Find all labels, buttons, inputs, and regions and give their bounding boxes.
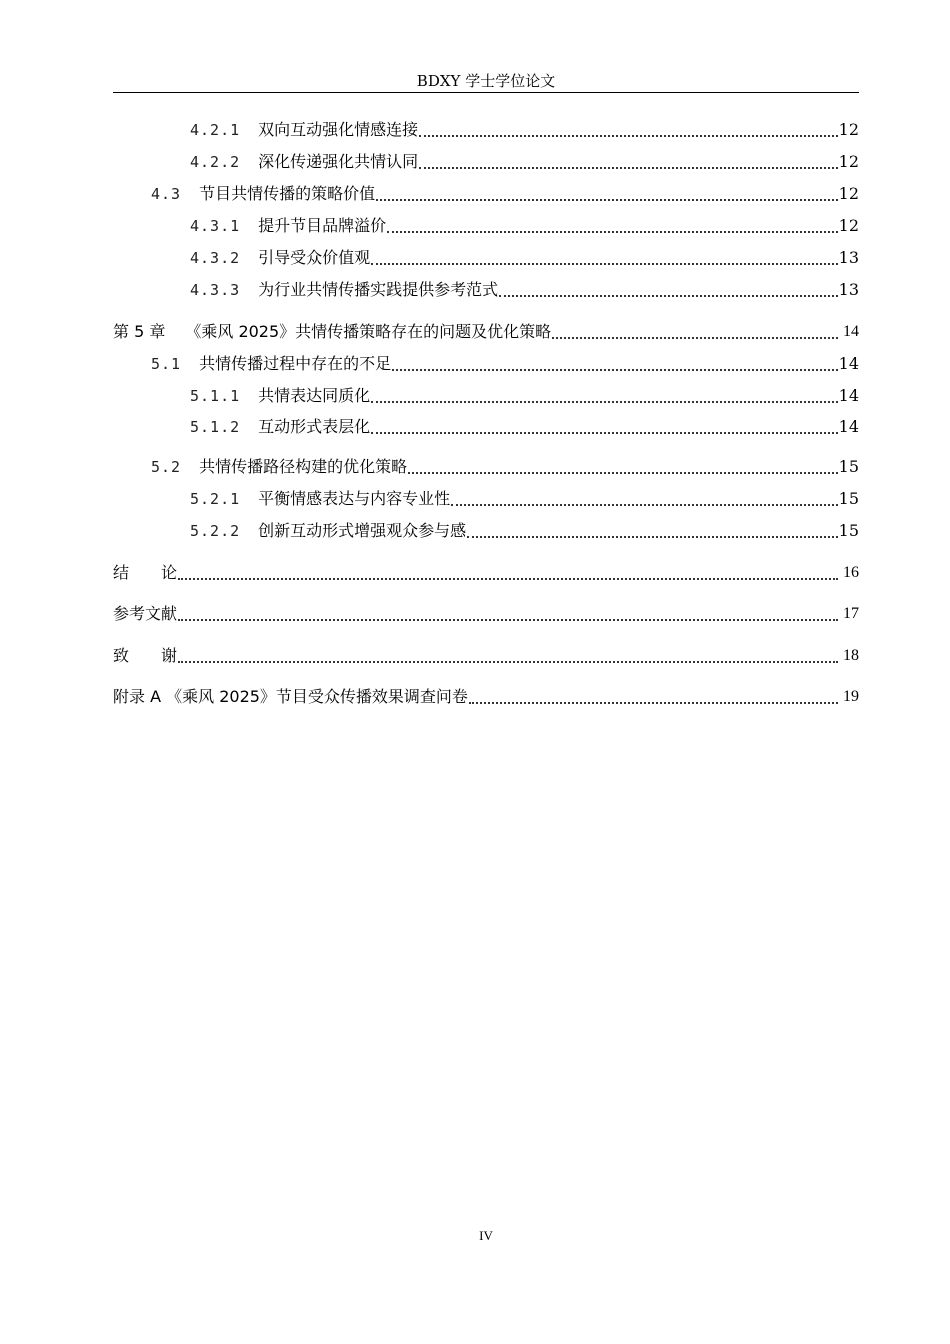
toc-leader-dots bbox=[419, 167, 837, 169]
toc-entry-number: 4.3 bbox=[151, 185, 182, 203]
toc-entry-number: 5.2.2 bbox=[190, 522, 241, 540]
toc-entry-title: 引导受众价值观 bbox=[258, 248, 371, 267]
toc-entry-number: 4.3.2 bbox=[190, 249, 241, 267]
toc-entry-page: 12 bbox=[838, 152, 859, 171]
toc-entry[interactable] bbox=[190, 520, 859, 542]
toc-entry-chapter[interactable] bbox=[113, 321, 859, 343]
toc-entry[interactable] bbox=[151, 456, 859, 478]
toc-entry-title: 共情表达同质化 bbox=[258, 386, 371, 405]
toc-leader-dots bbox=[178, 578, 838, 580]
toc-entry-page: 19 bbox=[843, 688, 859, 705]
toc-entry[interactable] bbox=[190, 247, 859, 269]
toc-entry-page: 18 bbox=[843, 647, 859, 664]
toc-entry[interactable] bbox=[190, 416, 859, 438]
toc-leader-dots bbox=[408, 472, 838, 474]
page-number: IV bbox=[479, 1228, 493, 1243]
toc-entry[interactable] bbox=[190, 119, 859, 141]
toc-leader-dots bbox=[451, 504, 837, 506]
toc-entry-page: 12 bbox=[838, 216, 859, 235]
toc-entry-title: 参考文献 bbox=[113, 604, 178, 623]
toc-entry-number: 4.2.1 bbox=[190, 121, 241, 139]
toc-leader-dots bbox=[178, 661, 838, 663]
toc-leader-dots bbox=[371, 401, 837, 403]
toc-entry[interactable] bbox=[190, 488, 859, 510]
toc-entry-title: 为行业共情传播实践提供参考范式 bbox=[258, 280, 499, 299]
toc-entry[interactable] bbox=[151, 183, 859, 205]
toc-entry-number: 5.2.1 bbox=[190, 490, 241, 508]
toc-entry[interactable] bbox=[190, 151, 859, 173]
toc-entry-page: 14 bbox=[843, 323, 859, 340]
running-header: BDXY 学士学位论文 bbox=[416, 72, 556, 90]
toc-entry[interactable] bbox=[190, 385, 859, 407]
toc-entry-page: 13 bbox=[838, 248, 859, 267]
toc-entry-title: 平衡情感表达与内容专业性 bbox=[258, 489, 451, 508]
toc-leader-dots bbox=[419, 135, 837, 137]
toc-entry-title: 创新互动形式增强观众参与感 bbox=[258, 521, 467, 540]
toc-entry[interactable] bbox=[151, 353, 859, 375]
toc-entry-references[interactable] bbox=[113, 603, 859, 625]
toc-entry-number: 5.2 bbox=[151, 458, 182, 476]
toc-entry-title: 双向互动强化情感连接 bbox=[258, 120, 419, 139]
toc-entry[interactable] bbox=[190, 279, 859, 301]
toc-leader-dots bbox=[499, 295, 837, 297]
toc-entry-page: 15 bbox=[838, 489, 859, 508]
toc-leader-dots bbox=[467, 536, 837, 538]
toc-entry-title: 共情传播路径构建的优化策略 bbox=[199, 457, 408, 476]
toc-entry-title: 共情传播过程中存在的不足 bbox=[199, 354, 392, 373]
toc-leader-dots bbox=[392, 369, 838, 371]
toc-entry-title: 致 谢 bbox=[113, 646, 178, 665]
toc-entry[interactable] bbox=[190, 215, 859, 237]
toc-entry-number: 5.1.2 bbox=[190, 418, 241, 436]
toc-entry-number: 4.3.1 bbox=[190, 217, 241, 235]
toc-entry-page: 14 bbox=[838, 417, 859, 436]
toc-entry-page: 12 bbox=[838, 184, 859, 203]
toc-entry-page: 13 bbox=[838, 280, 859, 299]
toc-entry-title: 结 论 bbox=[113, 563, 178, 582]
toc-leader-dots bbox=[371, 263, 837, 265]
table-of-contents bbox=[113, 0, 859, 1200]
toc-entry-conclusion[interactable] bbox=[113, 562, 859, 584]
toc-leader-dots bbox=[552, 337, 838, 339]
toc-entry-title: 《乘风 2025》共情传播策略存在的问题及优化策略 bbox=[185, 322, 552, 341]
toc-entry-page: 15 bbox=[838, 457, 859, 476]
toc-entry-page: 14 bbox=[838, 386, 859, 405]
toc-leader-dots bbox=[371, 432, 837, 434]
toc-entry-number: 4.3.3 bbox=[190, 281, 241, 299]
toc-entry-title: 附录 A 《乘风 2025》节目受众传播效果调查问卷 bbox=[113, 687, 468, 706]
toc-leader-dots bbox=[469, 702, 838, 704]
toc-entry-title: 深化传递强化共情认同 bbox=[258, 152, 419, 171]
toc-entry-page: 14 bbox=[838, 354, 859, 373]
toc-entry-page: 17 bbox=[843, 605, 859, 622]
toc-entry-acknowledgements[interactable] bbox=[113, 645, 859, 667]
toc-leader-dots bbox=[387, 231, 837, 233]
toc-entry-number: 5.1 bbox=[151, 355, 182, 373]
toc-entry-title: 互动形式表层化 bbox=[258, 417, 371, 436]
toc-leader-dots bbox=[178, 619, 838, 621]
toc-entry-appendix[interactable] bbox=[113, 686, 859, 708]
toc-entry-number: 4.2.2 bbox=[190, 153, 241, 171]
toc-entry-number: 第 5 章 bbox=[113, 322, 166, 341]
toc-leader-dots bbox=[376, 199, 838, 201]
toc-entry-number: 5.1.1 bbox=[190, 387, 241, 405]
toc-entry-page: 12 bbox=[838, 120, 859, 139]
toc-entry-title: 提升节目品牌溢价 bbox=[258, 216, 387, 235]
toc-entry-title: 节目共情传播的策略价值 bbox=[199, 184, 376, 203]
toc-entry-page: 16 bbox=[843, 564, 859, 581]
toc-entry-page: 15 bbox=[838, 521, 859, 540]
